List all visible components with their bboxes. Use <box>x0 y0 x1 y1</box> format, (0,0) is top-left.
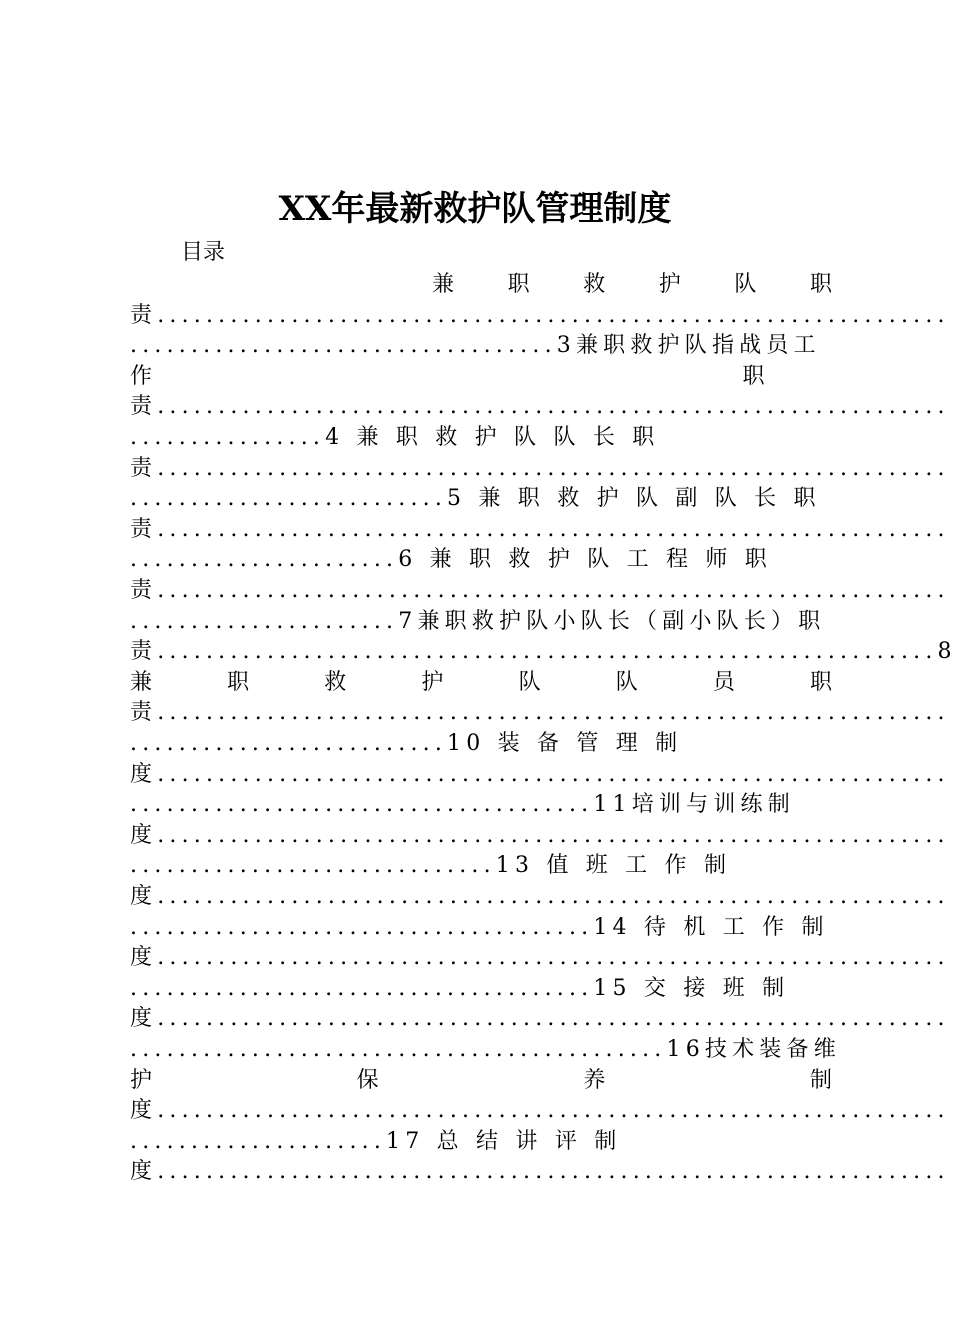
document-title: XX年最新救护队管理制度 <box>278 189 672 229</box>
toc-line: 度................................................................. <box>130 822 950 848</box>
toc-line: 作 职 <box>130 363 770 389</box>
toc-line: 度................................................................. <box>130 1098 950 1124</box>
toc-line: 度................................................................. <box>130 1159 950 1185</box>
toc-line: 度................................................................. <box>130 761 950 787</box>
toc-line: 责................................................................8 <box>130 639 957 665</box>
toc-line: ......................................14 待 机 工 作 制 <box>130 914 829 940</box>
toc-line: ................4 兼 职 救 护 队 队 长 职 <box>130 425 660 450</box>
toc-line: ......................................15 交 接 班 制 <box>130 975 790 1001</box>
toc-line: 责................................................................. <box>130 394 950 420</box>
toc-line: 责................................................................. <box>130 302 950 328</box>
toc-line: ......................................11培训与训练制 <box>130 792 795 818</box>
toc-line: ...................................3兼职救护队指战员工 <box>130 333 821 359</box>
toc-line: 护 保 养 制 <box>130 1067 832 1093</box>
toc-line: .....................17 总 结 讲 评 制 <box>130 1128 622 1154</box>
toc-line: 度................................................................. <box>130 945 950 971</box>
toc-line: 责................................................................. <box>130 455 950 481</box>
toc-line: ..............................13 值 班 工 作 制 <box>130 853 732 879</box>
toc-line: ..........................5 兼 职 救 护 队 副 队 长 职 <box>130 486 821 512</box>
toc-line: 度................................................................. <box>130 1006 950 1032</box>
toc-line: 兼 职 救 护 队 职 <box>432 272 832 297</box>
toc-heading: 目录 <box>181 240 226 265</box>
toc-line: 度................................................................. <box>130 884 950 909</box>
toc-line: 责................................................................. <box>130 516 950 542</box>
toc-line: ............................................16技术装备维 <box>130 1037 841 1062</box>
toc-line: 责................................................................. <box>130 700 950 726</box>
toc-line: 责................................................................. <box>130 578 950 603</box>
toc-line: ......................6 兼 职 救 护 队 工 程 师 职 <box>130 547 772 573</box>
toc-line: ..........................10 装 备 管 理 制 <box>130 731 683 756</box>
toc-line: 兼 职 救 护 队 队 员 职 <box>130 669 832 695</box>
toc-line: ......................7兼职救护队小队长（副小队长）职 <box>130 608 826 634</box>
